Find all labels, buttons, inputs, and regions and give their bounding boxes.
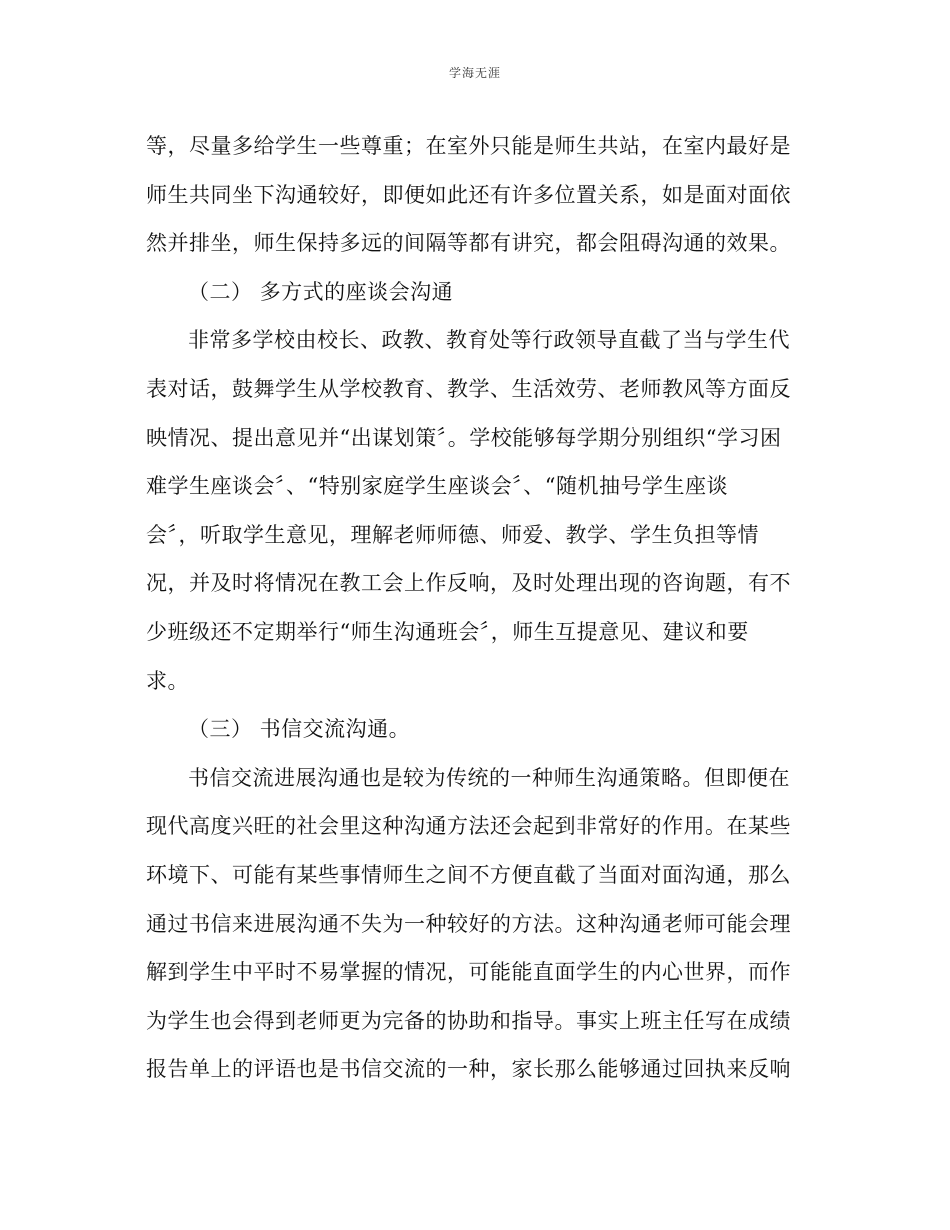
text-line: 况，并及时将情况在教工会上作反响，及时处理出现的咨询题，有不 [146, 571, 791, 596]
paragraph-first-line: 非常多学校由校长、政教、教育处等行政领导直截了当与学生代 [188, 328, 790, 353]
text-line: 然并排坐，师生保持多远的间隔等都有讲究，都会阻碍沟通的效果。 [146, 231, 791, 256]
text-line: 为学生也会得到老师更为完备的协助和指导。事实上班主任写在成绩 [146, 1008, 791, 1033]
text-line: 求。 [146, 668, 189, 693]
text-line: 会〞，听取学生意见，理解老师师德、师爱、教学、学生负担等情 [146, 522, 759, 547]
text-line: 报告单上的评语也是书信交流的一种，家长那么能够通过回执来反响 [146, 1057, 791, 1082]
document-body [146, 122, 806, 1094]
text-line: 现代高度兴旺的社会里这种沟通方法还会起到非常好的作用。在某些 [146, 814, 791, 839]
text-line: 映情况、提出意见并“出谋划策〞。学校能够每学期分别组织“学习困 [146, 425, 782, 450]
text-line: 少班级还不定期举行“师生沟通班会〞，师生互提意见、建议和要 [146, 619, 749, 644]
text-line: 表对话，鼓舞学生从学校教育、教学、生活效劳、老师教风等方面反 [146, 376, 791, 401]
paragraph-first-line: 书信交流进展沟通也是较为传统的一种师生沟通策略。但即便在 [188, 765, 790, 790]
text-line: 通过书信来进展沟通不失为一种较好的方法。这种沟通老师可能会理 [146, 911, 791, 936]
text-line: 解到学生中平时不易掌握的情况，可能能直面学生的内心世界，而作 [146, 960, 791, 985]
section-heading: （三） 书信交流沟通。 [188, 717, 411, 742]
page-header: 学海无涯 [448, 66, 501, 80]
text-line: 师生共同坐下沟通较好，即便如此还有许多位置关系，如是面对面依 [146, 182, 791, 207]
section-heading: （二） 多方式的座谈会沟通 [188, 279, 454, 304]
text-line: 难学生座谈会〞、“特别家庭学生座谈会〞、“随机抽号学生座谈 [146, 474, 728, 499]
text-line: 环境下、可能有某些事情师生之间不方便直截了当面对面沟通，那么 [146, 862, 791, 887]
text-line: 等，尽量多给学生一些尊重；在室外只能是师生共站，在室内最好是 [146, 134, 791, 158]
